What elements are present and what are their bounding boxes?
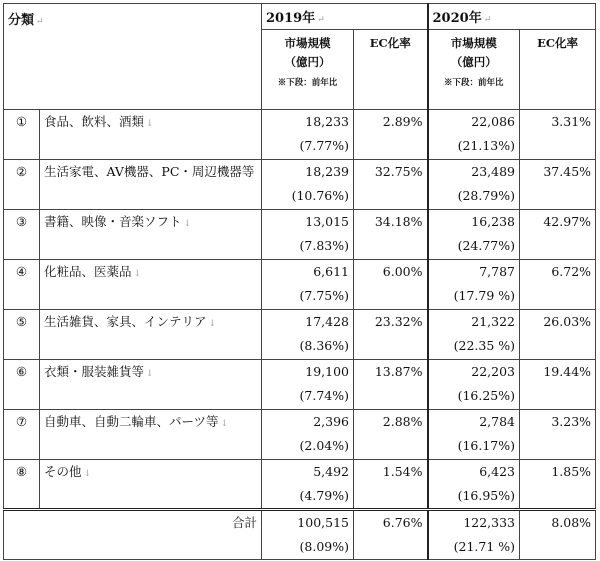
category-name: 化粧品、医薬品 ↓ [40,260,262,310]
ec-rate-2020: 37.45% [520,160,596,210]
ec-rate-label: EC化率 [537,36,578,50]
market-size-2019: 19,100 (7.74%) [262,360,354,410]
table-row [4,260,596,310]
market-size-2019: 18,239 (10.76%) [262,160,354,210]
ec-rate-2020: 19.44% [520,360,596,410]
ec-market-table [3,3,596,560]
ec-rate-2020: 42.97% [520,210,596,260]
market-size-2020: 7,787 (17.79 %) [428,260,520,310]
market-size-2020: 23,489 (28.79%) [428,160,520,210]
ec-rate-2019: 32.75% [354,160,428,210]
category-name: 生活家電、AV機器、PC・周辺機器等 [40,160,262,210]
market-size-2020-header [428,30,520,110]
total-ec-rate-2020: 8.08% [520,510,596,560]
total-label: 合計 [4,510,262,560]
table-row [4,160,596,210]
category-header-cell: 分類 ↵ [4,4,262,110]
row-number: ③ [4,210,40,260]
total-row [4,510,596,560]
market-size-2020: 6,423 (16.95%) [428,460,520,510]
ec-rate-2020: 1.85% [520,460,596,510]
category-name: 書籍、映像・音楽ソフト ↓ [40,210,262,260]
market-size-label: 市場規模 [284,36,331,50]
market-size-unit: （億円） [450,55,497,69]
market-size-2020: 2,784 (16.17%) [428,410,520,460]
market-size-2020: 21,322 (22.35 %) [428,310,520,360]
market-size-unit: （億円） [284,55,331,69]
category-name: 食品、飲料、酒類 ↓ [40,110,262,160]
ec-rate-2019: 2.89% [354,110,428,160]
row-number: ⑧ [4,460,40,510]
row-number: ① [4,110,40,160]
market-size-2020: 22,203 (16.25%) [428,360,520,410]
ec-rate-2020: 3.23% [520,410,596,460]
category-name: その他 ↓ [40,460,262,510]
ec-market-table-container [3,3,595,558]
market-size-2020: 22,086 (21.13%) [428,110,520,160]
total-ec-rate-2019: 6.76% [354,510,428,560]
ec-rate-2019: 23.32% [354,310,428,360]
category-name: 衣類・服装雑貨等 ↓ [40,360,262,410]
ec-rate-2020-header [520,30,596,110]
table-row [4,360,596,410]
market-size-2019: 18,233 (7.77%) [262,110,354,160]
total-market-size-2019: 100,515 (8.09%) [262,510,354,560]
row-number: ⑦ [4,410,40,460]
ec-rate-2019: 6.00% [354,260,428,310]
table-row [4,410,596,460]
row-number: ② [4,160,40,210]
market-size-2019: 6,611 (7.75%) [262,260,354,310]
category-name: 生活雑貨、家具、インテリア ↓ [40,310,262,360]
ec-rate-2019: 13.87% [354,360,428,410]
ec-rate-2020: 3.31% [520,110,596,160]
year-2020-header: 2020年 [432,11,482,26]
row-number: ⑥ [4,360,40,410]
table-row [4,460,596,510]
market-size-2019: 5,492 (4.79%) [262,460,354,510]
table-row [4,310,596,360]
total-market-size-2020: 122,333 (21.71 %) [428,510,520,560]
category-header: 分類 [8,13,35,28]
ec-rate-2019: 2.88% [354,410,428,460]
table-row [4,110,596,160]
ec-rate-label: EC化率 [369,36,411,50]
table-row [4,210,596,260]
note-label: ※下段：前年比 [277,78,338,88]
year-2020-header-cell: 2020年 ↵ [428,4,596,30]
ec-rate-2020: 6.72% [520,260,596,310]
row-number: ④ [4,260,40,310]
market-size-2020: 16,238 (24.77%) [428,210,520,260]
ec-rate-2020: 26.03% [520,310,596,360]
ec-rate-2019-header [354,30,428,110]
market-size-2019: 17,428 (8.36%) [262,310,354,360]
year-2019-header-cell: 2019年 ↵ [262,4,428,30]
market-size-label: 市場規模 [450,36,497,50]
ec-rate-2019: 34.18% [354,210,428,260]
note-label: ※下段：前年比 [444,78,504,88]
row-number: ⑤ [4,310,40,360]
market-size-2019: 2,396 (2.04%) [262,410,354,460]
market-size-2019: 13,015 (7.83%) [262,210,354,260]
header-row-years [4,4,596,30]
year-2019-header: 2019年 [266,11,316,26]
market-size-2019-header [262,30,354,110]
category-name: 自動車、自動二輪車、パーツ等 ↓ [40,410,262,460]
ec-rate-2019: 1.54% [354,460,428,510]
